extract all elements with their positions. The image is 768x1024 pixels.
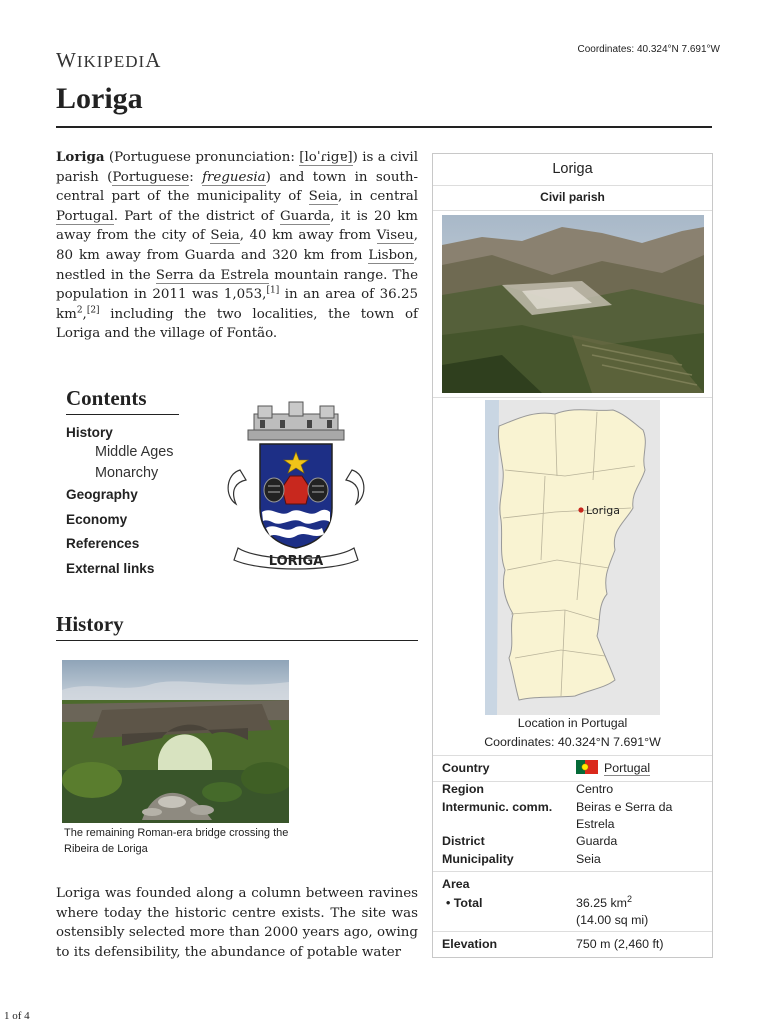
country-link[interactable]: Portugal (604, 761, 651, 775)
logo-prefix: W (56, 48, 77, 72)
toc-item-middle-ages[interactable]: Middle Ages (95, 444, 174, 460)
area-total-key: • Total (446, 896, 483, 910)
banner-text: LORIGA (268, 554, 324, 569)
serra-da-estrela-link[interactable]: Serra da Estrela (155, 267, 270, 283)
district-key: District (442, 834, 485, 848)
country-key: Country (442, 761, 490, 775)
toc-heading: Contents (66, 386, 179, 415)
guarda-link[interactable]: Guarda (280, 208, 331, 224)
intro-text: ) is a civil parish ( (56, 150, 418, 185)
superscript: 2 (76, 305, 83, 316)
infobox-divider (433, 871, 712, 872)
map-label: Loriga (586, 504, 620, 517)
seia-link[interactable]: Seia (308, 189, 339, 205)
logo-middle: IKIPEDI (76, 52, 146, 71)
intro-text: , nestled in the (56, 247, 418, 283)
intro-paragraph (56, 148, 418, 344)
roman-bridge-photo[interactable] (62, 660, 289, 823)
intro-text: ) and town in south-central part of the municipality of (56, 169, 418, 205)
toc-item-external-links[interactable]: External links (66, 560, 155, 576)
infobox-divider (433, 397, 712, 398)
black-roundel-right (308, 478, 328, 502)
portugal-link[interactable]: Portugal (56, 208, 114, 224)
coat-of-arms-image[interactable] (220, 400, 372, 572)
scroll-left (228, 470, 246, 504)
region-key: Region (442, 782, 484, 796)
scroll-right (346, 470, 364, 504)
elevation-value: 750 m (2,460 ft) (576, 937, 664, 951)
toc-item-geography[interactable]: Geography (66, 487, 138, 502)
page-title: Loriga (56, 82, 143, 115)
intro-text: , 40 km away from (239, 228, 377, 244)
infobox-divider (433, 210, 712, 211)
infobox-divider (433, 931, 712, 932)
lisbon-link[interactable]: Lisbon (368, 247, 414, 263)
bridge-caption: The remaining Roman-era bridge crossing the Ribeira de Loriga (64, 827, 289, 855)
region-value[interactable]: Centro (576, 782, 614, 796)
loriga-map-marker (578, 507, 583, 512)
infobox-title: Loriga (552, 161, 593, 177)
intro-text: mountain range. The population in 2011 was 1,053, (56, 267, 419, 303)
area-superscript: 2 (626, 893, 632, 904)
logo-suffix: A (145, 48, 162, 72)
intro-text: including the two localities, the town of Loriga and the village of Fontão. (56, 306, 418, 342)
intro-text: , (82, 306, 87, 322)
toc-item-references[interactable]: References (66, 536, 140, 551)
portuguese-link[interactable]: Portuguese (112, 169, 190, 185)
intro-subject: Loriga (56, 149, 105, 165)
mural-crown (248, 402, 344, 440)
infobox-subtitle: Civil parish (540, 190, 605, 204)
area-km: 36.25 km (576, 896, 627, 910)
municipality-value[interactable]: Seia (576, 852, 601, 866)
reference-2[interactable]: [2] (86, 305, 100, 316)
intro-text: : (189, 169, 203, 185)
district-value[interactable]: Guarda (576, 834, 618, 848)
loriga-landscape-photo[interactable] (442, 215, 704, 393)
page-counter: 1 of 4 (4, 1010, 30, 1022)
infobox-divider (433, 185, 712, 186)
intro-text: , it is 20 km away from the city of (56, 208, 419, 244)
history-paragraph: Loriga was founded along a column between ravines where today the historic centre exists. The site was ostensibly selected more than 2000 years ago, owing to its defensibility, the abundance of potable water (56, 886, 418, 960)
infobox-divider (433, 755, 712, 756)
intro-text: (Portuguese pronunciation: (104, 150, 300, 165)
municipality-key: Municipality (442, 852, 514, 866)
title-divider (56, 126, 712, 128)
intro-text: , 80 km away from Guarda and 320 km from (56, 228, 418, 263)
intermunic-value[interactable]: Beiras e Serra da Estrela (576, 800, 673, 831)
infobox (432, 153, 713, 958)
area-key: Area (442, 877, 470, 891)
reference-1[interactable]: [1] (266, 285, 280, 296)
infobox-coordinates[interactable]: Coordinates: 40.324°N 7.691°W (484, 735, 661, 749)
freguesia-link[interactable]: freguesia (202, 169, 266, 185)
area-total-value (576, 895, 706, 929)
intermunic-key: Intermunic. comm. (442, 800, 553, 814)
intro-text: . Part of the district of (113, 208, 281, 224)
seia-link[interactable]: Seia (210, 228, 240, 244)
toc-item-economy[interactable]: Economy (66, 511, 128, 527)
portugal-flag-icon (576, 760, 598, 774)
map-caption: Location in Portugal (517, 716, 628, 730)
wikipedia-logo[interactable] (56, 48, 161, 73)
history-divider (56, 640, 418, 641)
header-coordinates[interactable]: Coordinates: 40.324°N 7.691°W (577, 44, 720, 55)
area-sqmi: (14.00 sq mi) (576, 913, 649, 927)
toc-item-history[interactable]: History (66, 425, 113, 440)
history-heading: History (56, 612, 124, 636)
portugal-location-map[interactable] (485, 400, 660, 715)
intro-text: , in central (338, 189, 418, 205)
elevation-key: Elevation (442, 937, 498, 951)
intro-text: in an area of 36.25 km (56, 287, 418, 322)
toc-item-monarchy[interactable]: Monarchy (95, 464, 159, 481)
viseu-link[interactable]: Viseu (376, 228, 414, 244)
country-value (576, 760, 706, 777)
ipa-link[interactable]: [loˈɾigɐ] (299, 150, 353, 165)
black-roundel-left (264, 478, 284, 502)
